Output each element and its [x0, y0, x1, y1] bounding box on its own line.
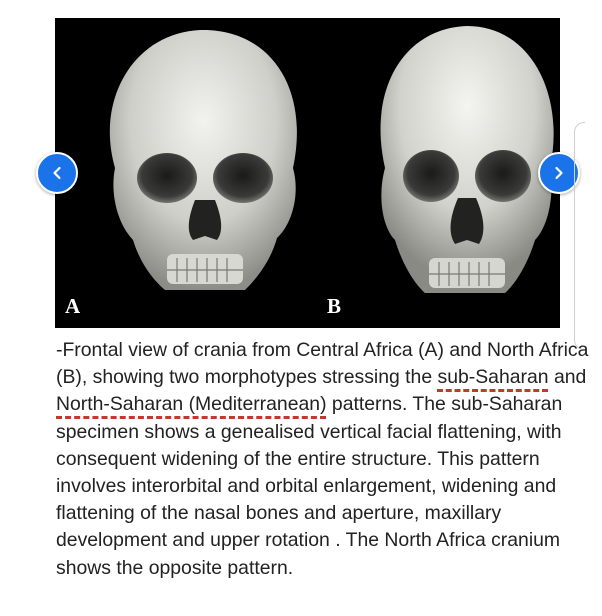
figure-caption	[56, 337, 596, 582]
caption-term-north-saharan: North-Saharan (Mediterranean)	[56, 393, 327, 416]
caption-term-sub-saharan: sub-Saharan	[437, 366, 549, 389]
caption-text-1: -Frontal view of crania from Central Africa (A) and North Africa (B), showing two morphotypes stressing the	[56, 339, 589, 389]
scroll-indicator[interactable]	[574, 122, 585, 350]
previous-image-button[interactable]	[36, 152, 78, 194]
caption-text-2: and	[548, 366, 587, 389]
figure-label-a: A	[65, 294, 81, 318]
skull-a	[110, 30, 297, 290]
figure-label-b: B	[327, 294, 342, 318]
skull-comparison-image	[55, 18, 560, 328]
skull-illustration	[55, 18, 560, 328]
caption-text-3: patterns. The sub-Saharan specimen shows a genealised vertical facial flattening, with consequent widening of the entire structure. This pattern involves interorbital and orbital enlargement, widening and flattening of the nasal bones and aperture, maxillary development and upper rotation . The North Africa cranium shows the opposite pattern.	[56, 393, 563, 579]
skull-b	[381, 26, 554, 293]
chevron-right-icon	[551, 165, 567, 181]
chevron-left-icon	[49, 165, 65, 181]
